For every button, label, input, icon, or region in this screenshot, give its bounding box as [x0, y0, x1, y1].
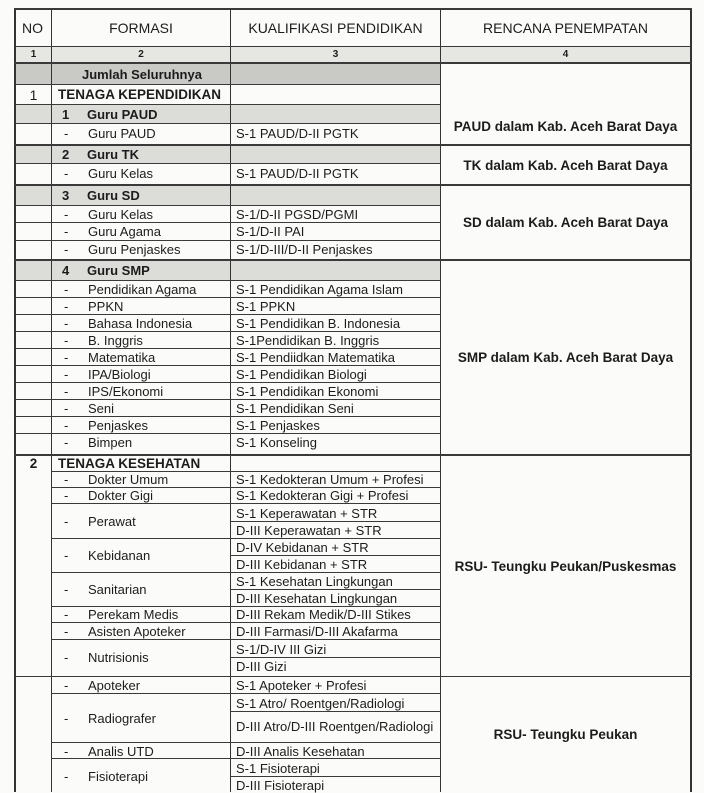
- row-divider: [51, 639, 441, 640]
- header-rencana: RENCANA PENEMPATAN: [483, 20, 648, 36]
- item-dash: -: [64, 711, 69, 726]
- item-name: Fisioterapi: [88, 769, 148, 784]
- list-item: [52, 124, 230, 143]
- group-row-bg: [16, 146, 51, 163]
- item-qualification: D-III Rekam Medik/D-III Stikes: [236, 607, 411, 622]
- item-dash: -: [64, 488, 69, 503]
- group-guru-smp: [52, 261, 230, 280]
- item-dash: -: [64, 582, 69, 597]
- item-qualification: D-IV Kebidanan + STR: [236, 539, 369, 555]
- list-item: [52, 332, 230, 348]
- item-dash: -: [64, 332, 69, 348]
- list-item: [52, 607, 230, 622]
- section-2-title: TENAGA KESEHATAN: [58, 456, 201, 471]
- group-no: 2: [62, 147, 70, 162]
- item-qualification: S-1 PPKN: [236, 298, 296, 314]
- item-dash: -: [64, 349, 69, 365]
- item-dash: -: [64, 206, 69, 222]
- item-dash: -: [64, 677, 69, 693]
- list-item: [52, 744, 230, 758]
- list-item: [52, 488, 230, 503]
- list-item: [52, 298, 230, 314]
- list-item: [52, 349, 230, 365]
- item-dash: -: [64, 366, 69, 382]
- item-name: B. Inggris: [88, 332, 143, 348]
- item-name: Bahasa Indonesia: [88, 315, 193, 331]
- item-qualification: S-1 Keperawatan + STR: [236, 505, 378, 521]
- list-item: [52, 695, 230, 742]
- item-dash: -: [64, 166, 69, 181]
- column-number-2: 2: [52, 47, 230, 62]
- item-name: Guru Agama: [88, 224, 161, 239]
- item-name: Kebidanan: [88, 548, 151, 563]
- table-left-border: [14, 8, 16, 792]
- item-name: Dokter Gigi: [88, 488, 154, 503]
- item-qualification: S-1Pendidikan B. Inggris: [236, 332, 380, 348]
- list-item: [52, 624, 230, 639]
- item-qualification: D-III Keperawatan + STR: [236, 522, 382, 538]
- item-qualification: D-III Kebidanan + STR: [236, 556, 368, 572]
- item-qualification: S-1 Konseling: [236, 434, 317, 450]
- item-name: Nutrisionis: [88, 650, 149, 665]
- list-item: [52, 760, 230, 793]
- item-qualification: D-III Fisioterapi: [236, 777, 325, 793]
- group-row-bg: [231, 105, 440, 123]
- row-divider: [51, 742, 441, 743]
- group-no: 1: [62, 106, 70, 122]
- list-item: [52, 241, 230, 258]
- group-row-bg: [16, 105, 51, 123]
- section-1-title: TENAGA KEPENDIDIKAN: [58, 87, 222, 102]
- header-no: NO: [22, 20, 43, 36]
- item-dash: -: [64, 744, 69, 758]
- group-row-bg: [231, 146, 440, 163]
- item-dash: -: [64, 281, 69, 297]
- total-row-no: [16, 64, 51, 84]
- list-item: [52, 417, 230, 433]
- group-row-bg: [16, 186, 51, 205]
- list-item: [52, 539, 230, 572]
- list-item: [52, 206, 230, 222]
- list-item: [52, 573, 230, 606]
- column-divider-formasi: [230, 8, 231, 792]
- list-item: [52, 505, 230, 538]
- placement-paud: PAUD dalam Kab. Aceh Barat Daya: [453, 118, 678, 134]
- group-row-bg: [231, 186, 440, 205]
- item-name: Sanitarian: [88, 582, 147, 597]
- item-name: Guru Kelas: [88, 206, 154, 222]
- item-qualification: D-III Farmasi/D-III Akafarma: [236, 624, 398, 639]
- group-title: Guru TK: [87, 147, 139, 162]
- list-item: [52, 164, 230, 183]
- group-no: 3: [62, 188, 70, 203]
- item-dash: -: [64, 400, 69, 416]
- item-name: Analis UTD: [88, 744, 154, 758]
- item-name: IPS/Ekonomi: [88, 383, 164, 399]
- item-name: Penjaskes: [88, 417, 148, 433]
- item-name: Matematika: [88, 349, 156, 365]
- item-name: Radiografer: [88, 711, 156, 726]
- placement-smp: SMP dalam Kab. Aceh Barat Daya: [457, 350, 674, 365]
- item-qualification: S-1 Pendidikan Seni: [236, 400, 354, 416]
- group-guru-tk: [52, 146, 230, 163]
- item-qualification: D-III Analis Kesehatan: [236, 744, 365, 758]
- placement-rsu-puskesmas: RSU- Teungku Peukan/Puskesmas: [454, 558, 677, 574]
- item-name: Pendidikan Agama: [88, 281, 197, 297]
- item-dash: -: [64, 624, 69, 639]
- item-name: Guru PAUD: [88, 126, 156, 141]
- item-name: Apoteker: [88, 677, 141, 693]
- group-guru-paud: [52, 105, 230, 123]
- list-item: [52, 366, 230, 382]
- section-2-no: 2: [29, 456, 38, 471]
- group-row-bg: [231, 261, 440, 280]
- section-1-no: 1: [29, 86, 38, 103]
- placement-tk: TK dalam Kab. Aceh Barat Daya: [463, 157, 668, 173]
- item-name: Dokter Umum: [88, 472, 169, 487]
- column-number-4: 4: [441, 47, 690, 62]
- placement-sd: SD dalam Kab. Aceh Barat Daya: [462, 215, 669, 230]
- item-name: Perawat: [88, 514, 136, 529]
- row-divider: [51, 758, 441, 759]
- group-title: Guru PAUD: [87, 106, 158, 122]
- row-divider: [51, 693, 441, 694]
- list-item: [52, 223, 230, 240]
- item-dash: -: [64, 607, 69, 622]
- item-qualification: D-III Atro/D-III Roentgen/Radiologi: [236, 719, 434, 734]
- item-dash: -: [64, 548, 69, 563]
- list-item: [52, 434, 230, 450]
- item-dash: -: [64, 383, 69, 399]
- item-qualification: S-1 Pendidikan Agama Islam: [236, 281, 403, 297]
- item-qualification: S-1/D-II PAI: [236, 224, 305, 239]
- header-formasi: FORMASI: [109, 20, 173, 36]
- column-number-1: 1: [16, 47, 51, 62]
- item-qualification: D-III Gizi: [236, 658, 287, 674]
- item-qualification: S-1 Pendidikan Biologi: [236, 366, 367, 382]
- group-no: 4: [62, 263, 70, 278]
- item-name: PPKN: [88, 298, 124, 314]
- group-row-bg: [16, 261, 51, 280]
- row-divider: [51, 503, 441, 504]
- item-qualification: S-1/D-II PGSD/PGMI: [236, 206, 359, 222]
- row-divider: [51, 622, 441, 623]
- list-item: [52, 383, 230, 399]
- item-name: Bimpen: [88, 434, 133, 450]
- item-dash: -: [64, 514, 69, 529]
- item-qualification: S-1 Kesehatan Lingkungan: [236, 573, 393, 589]
- list-item: [52, 677, 230, 693]
- item-dash: -: [64, 417, 69, 433]
- item-name: Guru Kelas: [88, 166, 154, 181]
- item-name: Guru Penjaskes: [88, 242, 181, 257]
- total-row-qual: [231, 64, 440, 84]
- item-qualification: S-1 Pendidikan Ekonomi: [236, 383, 379, 399]
- total-row-label: Jumlah Seluruhnya: [52, 64, 230, 84]
- item-qualification: D-III Kesehatan Lingkungan: [236, 590, 398, 606]
- list-item: [52, 281, 230, 297]
- item-qualification: S-1 Pendiidkan Matematika: [236, 349, 395, 365]
- item-dash: -: [64, 126, 69, 141]
- item-dash: -: [64, 769, 69, 784]
- item-name: Seni: [88, 400, 115, 416]
- item-qualification: S-1/D-IV III Gizi: [236, 641, 327, 657]
- item-qualification: S-1 Fisioterapi: [236, 760, 320, 776]
- item-qualification: S-1 Kedokteran Umum + Profesi: [236, 472, 424, 487]
- column-number-3: 3: [231, 47, 440, 62]
- item-dash: -: [64, 315, 69, 331]
- item-qualification: S-1 Atro/ Roentgen/Radiologi: [236, 695, 405, 711]
- header-kualifikasi: KUALIFIKASI PENDIDIKAN: [248, 20, 423, 36]
- list-item: [52, 641, 230, 674]
- item-qualification: S-1/D-III/D-II Penjaskes: [236, 242, 373, 257]
- list-item: [52, 472, 230, 487]
- item-name: Perekam Medis: [88, 607, 179, 622]
- item-dash: -: [64, 434, 69, 450]
- item-qualification: S-1 Apoteker + Profesi: [236, 677, 367, 693]
- list-item: [52, 400, 230, 416]
- group-title: Guru SMP: [87, 263, 150, 278]
- list-item: [52, 315, 230, 331]
- item-dash: -: [64, 242, 69, 257]
- item-qualification: S-1 Pendidikan B. Indonesia: [236, 315, 401, 331]
- table-right-border: [690, 8, 692, 792]
- group-title: Guru SD: [87, 188, 140, 203]
- item-name: IPA/Biologi: [88, 366, 151, 382]
- item-dash: -: [64, 224, 69, 239]
- placement-rsu: RSU- Teungku Peukan: [493, 727, 638, 742]
- item-dash: -: [64, 472, 69, 487]
- item-qualification: S-1 Kedokteran Gigi + Profesi: [236, 488, 409, 503]
- item-dash: -: [64, 650, 69, 665]
- item-name: Asisten Apoteker: [88, 624, 186, 639]
- item-qualification: S-1 PAUD/D-II PGTK: [236, 166, 359, 181]
- item-qualification: S-1 PAUD/D-II PGTK: [236, 126, 359, 141]
- item-dash: -: [64, 298, 69, 314]
- item-qualification: S-1 Penjaskes: [236, 417, 320, 433]
- group-guru-sd: [52, 186, 230, 205]
